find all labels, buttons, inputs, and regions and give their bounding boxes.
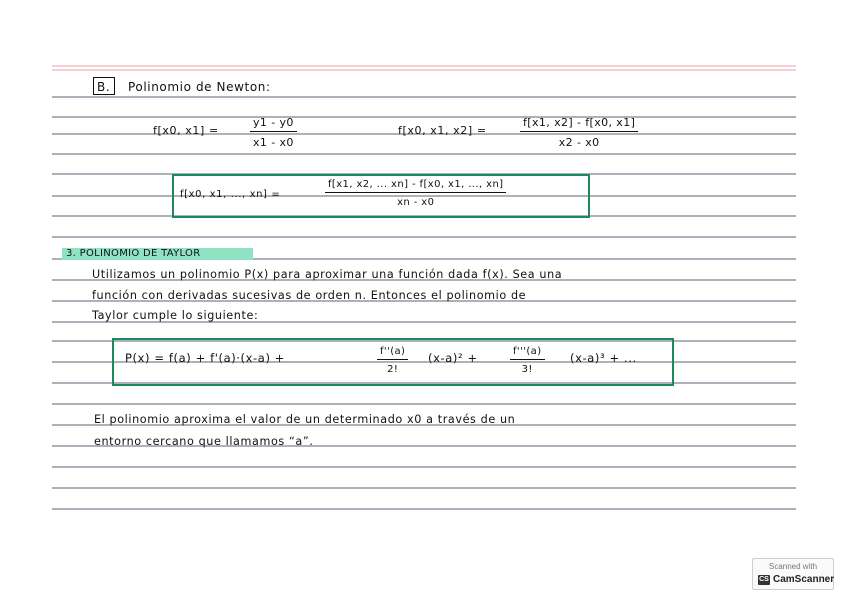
paragraph-line-2: función con derivadas sucesivas de orden n. Entonces el polinomio de bbox=[92, 289, 527, 302]
newton-f2-numerator: f[x1, x2] - f[x0, x1] bbox=[520, 116, 638, 132]
watermark-caption: Scanned with bbox=[768, 562, 818, 571]
camscanner-logo-icon: CS bbox=[759, 576, 769, 583]
closing-line-1: El polinomio aproxima el valor de un determinado x0 a través de un bbox=[94, 413, 516, 426]
watermark-brand: CamScanner bbox=[773, 574, 835, 585]
newton-f2-lhs: f[x0, x1, x2] = bbox=[398, 124, 487, 137]
newton-fn-denominator: xn - x0 bbox=[397, 197, 435, 208]
taylor-term3-tail: (x-a)³ + ... bbox=[570, 351, 637, 365]
section-b-label: B. bbox=[97, 80, 111, 94]
section-b-title: Polinomio de Newton: bbox=[128, 80, 271, 94]
camscanner-watermark bbox=[752, 558, 834, 590]
taylor-term2-fraction bbox=[377, 346, 408, 375]
taylor-term3-numerator: f'''(a) bbox=[510, 346, 545, 360]
paragraph-line-1: Utilizamos un polinomio P(x) para aproximar una función dada f(x). Sea una bbox=[92, 268, 563, 281]
newton-fn-fraction bbox=[325, 179, 506, 208]
taylor-term3-denominator: 3! bbox=[521, 364, 533, 375]
taylor-lead: P(x) = f(a) + f'(a)·(x-a) + bbox=[125, 351, 286, 365]
taylor-term2-numerator: f''(a) bbox=[377, 346, 408, 360]
newton-fn-lhs: f[x0, x1, ..., xn] = bbox=[180, 189, 281, 200]
newton-f1-numerator: y1 - y0 bbox=[250, 116, 297, 132]
newton-f2-denominator: x2 - x0 bbox=[558, 136, 600, 149]
newton-f1-denominator: x1 - x0 bbox=[253, 136, 294, 149]
newton-f1-lhs: f[x0, x1] = bbox=[153, 124, 219, 137]
taylor-term2-tail: (x-a)² + bbox=[428, 351, 478, 365]
taylor-term2-denominator: 2! bbox=[387, 364, 399, 375]
closing-line-2: entorno cercano que llamamos “a”. bbox=[94, 435, 314, 448]
newton-fn-numerator: f[x1, x2, ... xn] - f[x0, x1, ..., xn] bbox=[325, 179, 506, 193]
newton-f1-fraction bbox=[250, 116, 297, 149]
section-3-title: 3. POLINOMIO DE TAYLOR bbox=[66, 248, 201, 259]
taylor-term3-fraction bbox=[510, 346, 545, 375]
paragraph-line-3: Taylor cumple lo siguiente: bbox=[92, 309, 259, 322]
newton-f2-fraction bbox=[520, 116, 638, 149]
